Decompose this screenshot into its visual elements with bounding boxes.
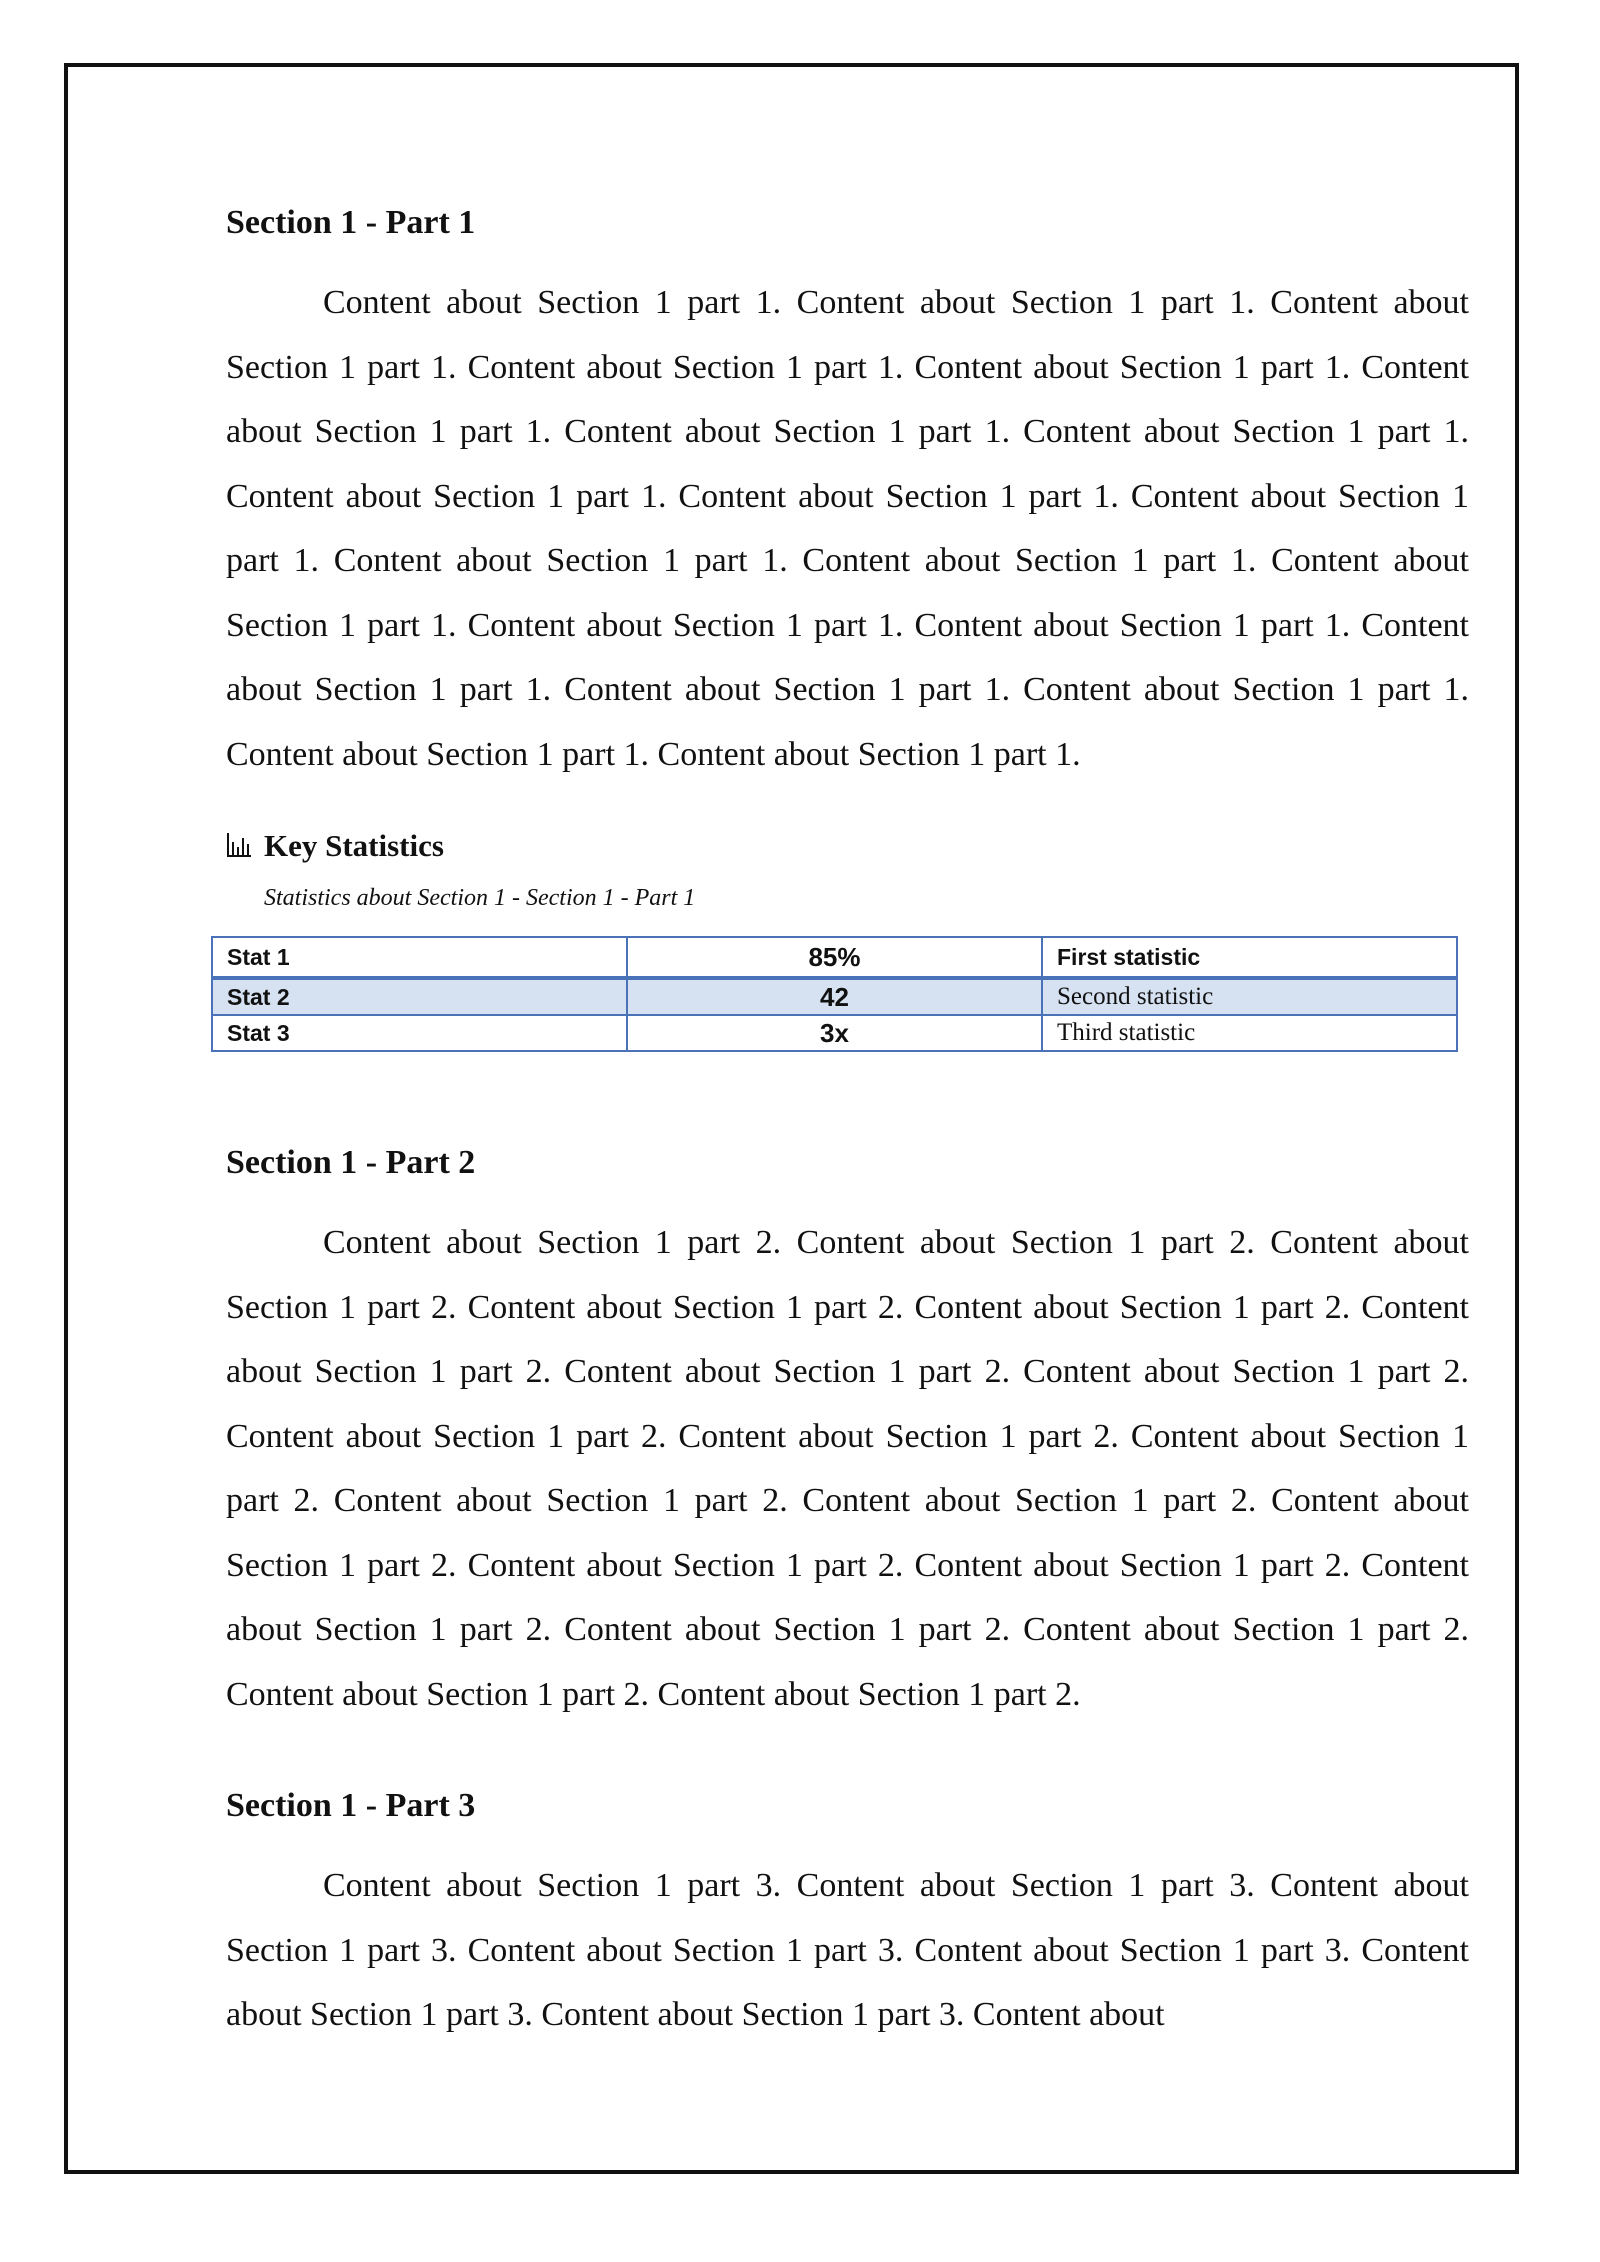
stat-label: Stat 2 [212, 978, 627, 1015]
table-row [212, 937, 1457, 978]
stat-label: Stat 3 [212, 1015, 627, 1051]
key-statistics-caption: Statistics about Section 1 - Section 1 - Part 1 [264, 885, 696, 911]
stat-description: First statistic [1042, 937, 1457, 978]
stat-value: 42 [627, 978, 1042, 1015]
section-heading: Section 1 - Part 1 [226, 204, 476, 241]
stat-description: Second statistic [1042, 978, 1457, 1015]
table-row [212, 1015, 1457, 1051]
stat-label: Stat 1 [212, 937, 627, 978]
key-statistics-title-text: Key Statistics [264, 828, 444, 863]
bar-chart-icon [226, 828, 252, 868]
section-heading: Section 1 - Part 2 [226, 1144, 476, 1181]
section-paragraph: Content about Section 1 part 2. Content about Section 1 part 2. Content about Section 1 part 2. Content about Section 1 part 2. Content about Section 1 part 2. Content about Section 1 part 2. Content about Section 1 part 2. Content about Section 1 part 2. Content about Section 1 part 2. Content about Section 1 part 2. Content about Section 1 part 2. Content about Section 1 part 2. Content about Section 1 part 2. Content about Section 1 part 2. Content about Section 1 part 2. Content about Section 1 part 2. Content about Section 1 part 2. Content about Section 1 part 2. Content about Section 1 part 2. Content about Section 1 part 2. Content about Section 1 part 2. [226, 1224, 1469, 1713]
section-paragraph: Content about Section 1 part 3. Content about Section 1 part 3. Content about Section 1 part 3. Content about Section 1 part 3. Content about Section 1 part 3. Content about Section 1 part 3. Content about Section 1 part 3. Content about [226, 1867, 1469, 2033]
section-heading: Section 1 - Part 3 [226, 1787, 476, 1824]
stat-value: 3x [627, 1015, 1042, 1051]
stat-description: Third statistic [1042, 1015, 1457, 1051]
key-statistics-table [211, 936, 1458, 1052]
table-row [212, 978, 1457, 1015]
stat-value: 85% [627, 937, 1042, 978]
section-paragraph: Content about Section 1 part 1. Content about Section 1 part 1. Content about Section 1 part 1. Content about Section 1 part 1. Content about Section 1 part 1. Content about Section 1 part 1. Content about Section 1 part 1. Content about Section 1 part 1. Content about Section 1 part 1. Content about Section 1 part 1. Content about Section 1 part 1. Content about Section 1 part 1. Content about Section 1 part 1. Content about Section 1 part 1. Content about Section 1 part 1. Content about Section 1 part 1. Content about Section 1 part 1. Content about Section 1 part 1. Content about Section 1 part 1. Content about Section 1 part 1. Content about Section 1 part 1. [226, 284, 1469, 773]
key-statistics-title [226, 826, 444, 868]
